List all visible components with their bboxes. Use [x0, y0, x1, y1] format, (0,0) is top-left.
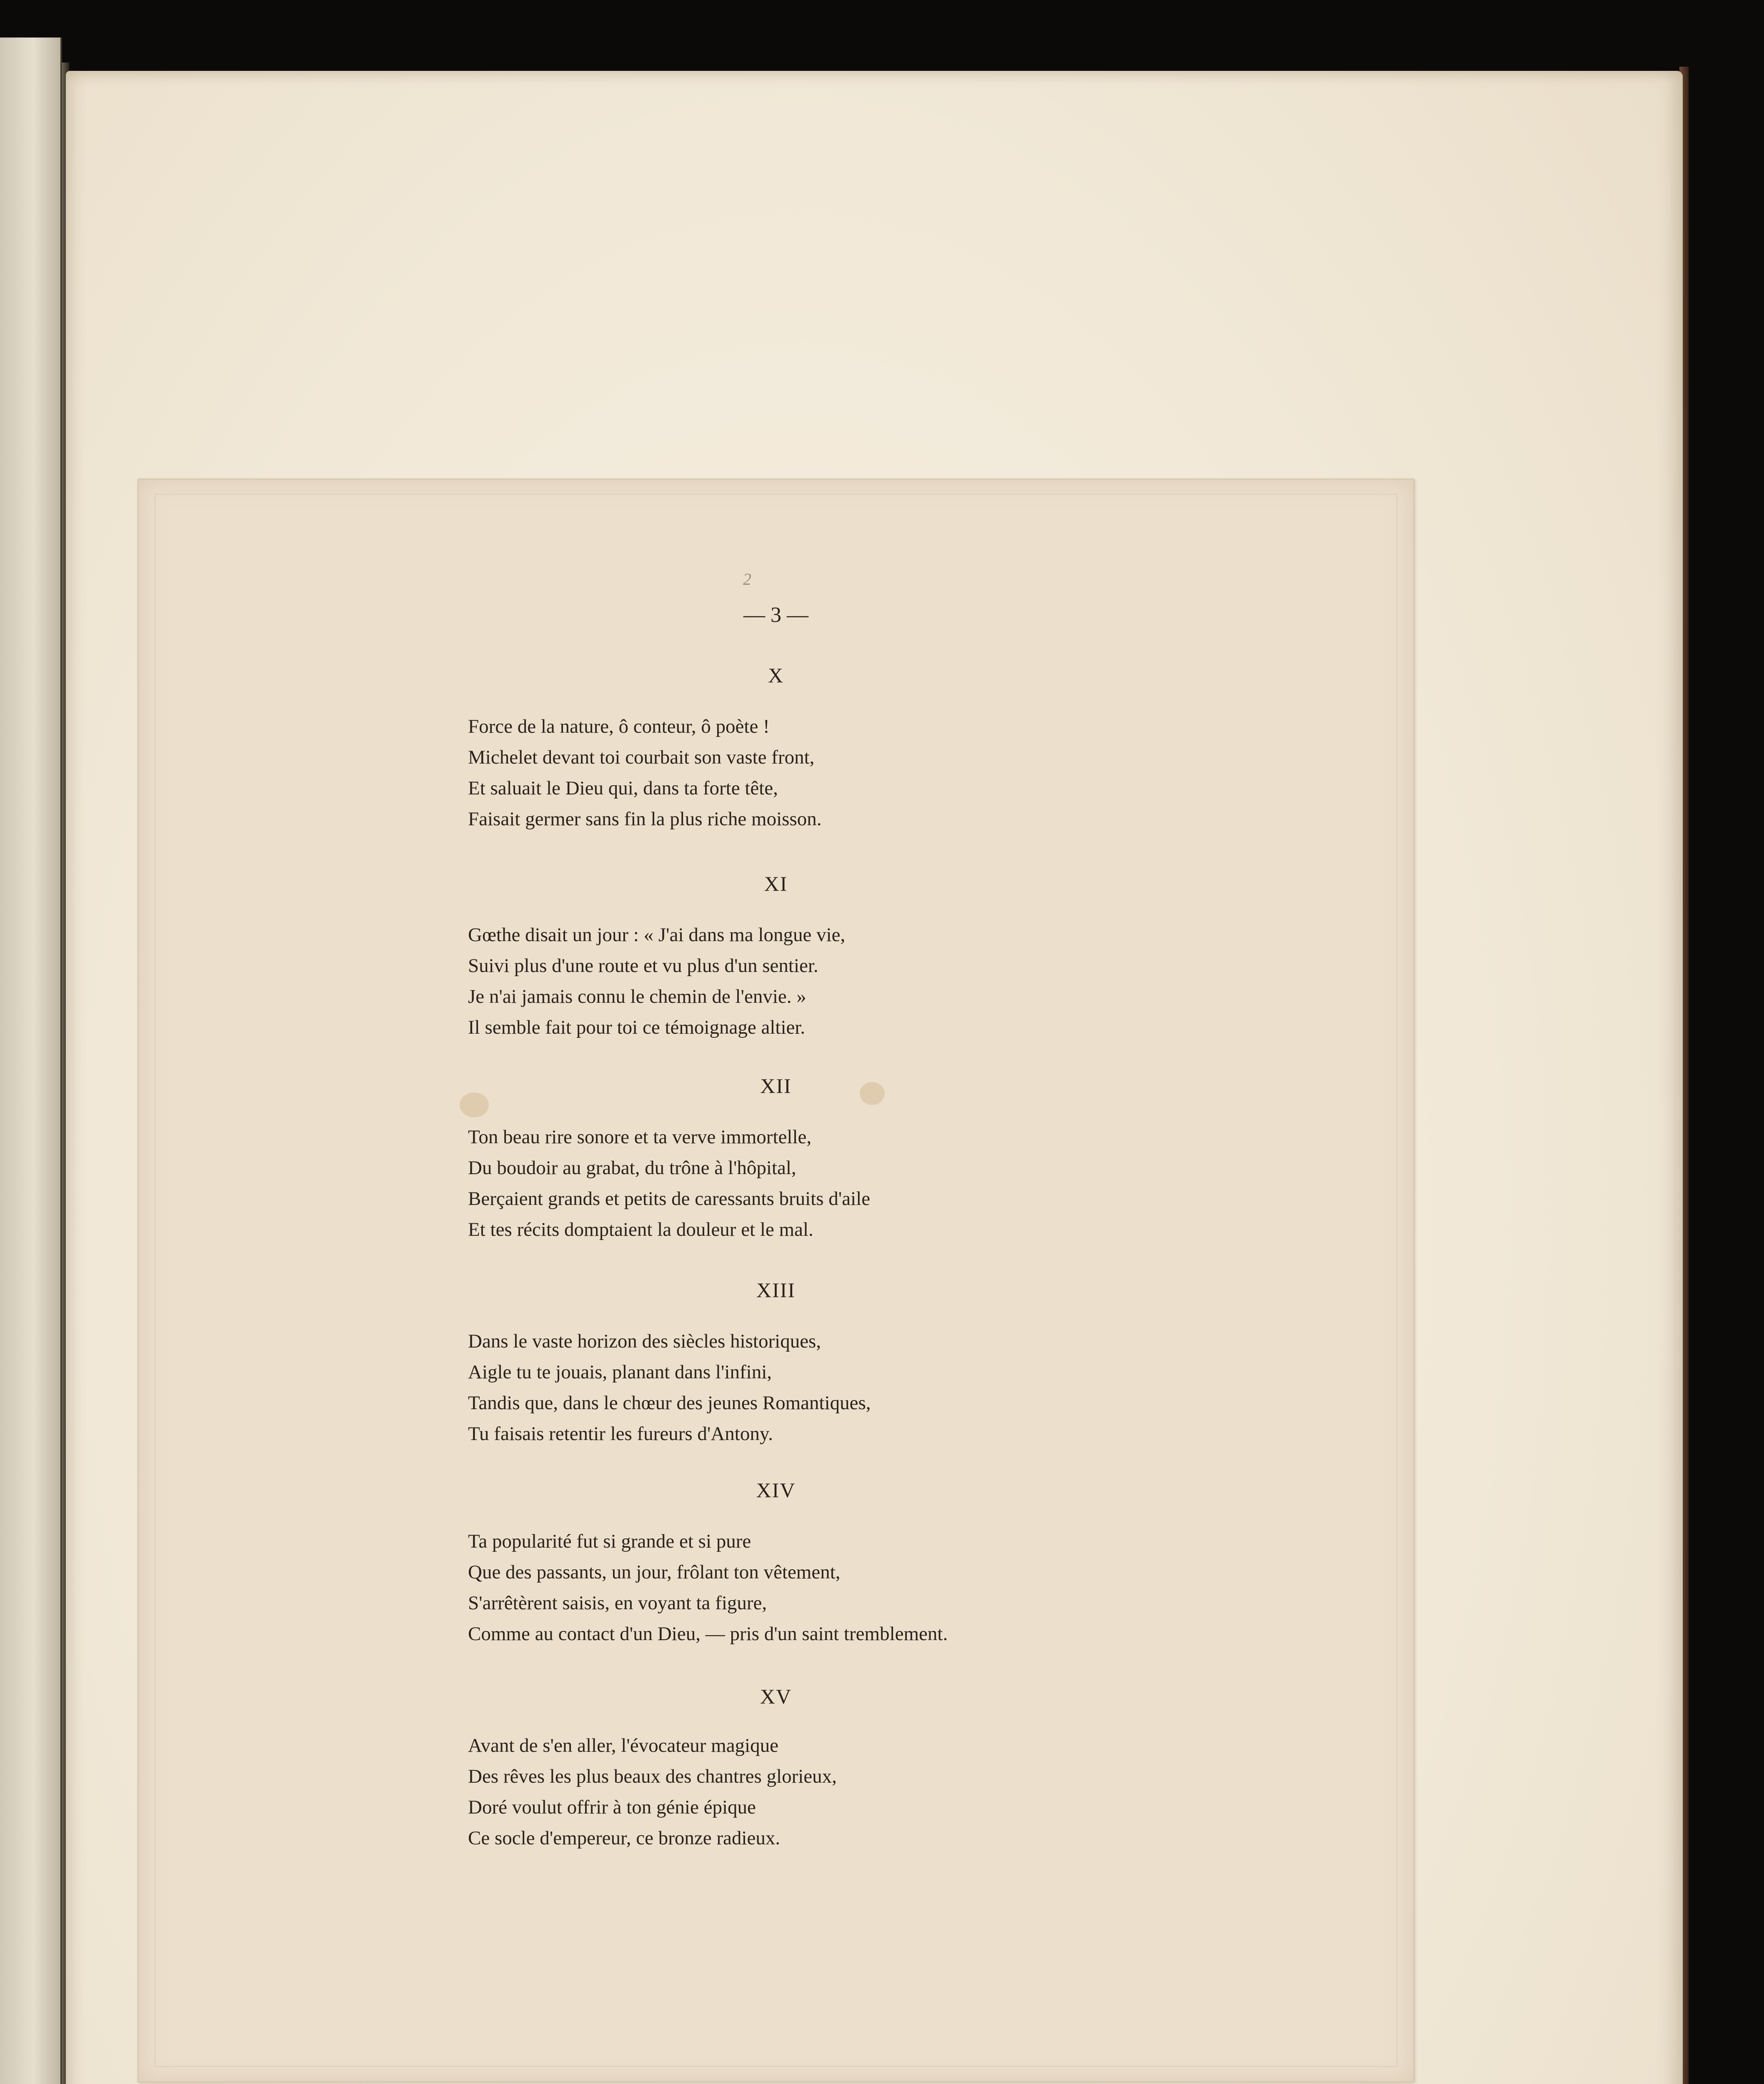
- verse-line: Et saluait le Dieu qui, dans ta forte tête,: [468, 777, 778, 799]
- stanza-number: XV: [760, 1685, 792, 1708]
- stanza-number: XI: [764, 872, 788, 895]
- stanza-number: XIII: [756, 1278, 796, 1302]
- poem: [139, 480, 1413, 2081]
- verse-line: Comme au contact d'un Dieu, — pris d'un saint tremblement.: [468, 1623, 948, 1645]
- stanza-verses: [468, 711, 821, 834]
- verse-line: Doré voulut offrir à ton génie épique: [468, 1796, 756, 1818]
- stanza-verses: [468, 1730, 837, 1854]
- stanza-verses: [468, 1326, 871, 1449]
- verse-line: Ce socle d'empereur, ce bronze radieux.: [468, 1827, 781, 1849]
- verse-line: Des rêves les plus beaux des chantres glorieux,: [468, 1766, 837, 1787]
- verse-line: Que des passants, un jour, frôlant ton vêtement,: [468, 1561, 841, 1583]
- verse-line: Michelet devant toi courbait son vaste front,: [468, 746, 815, 768]
- verse-line: Aigle tu te jouais, planant dans l'infini,: [468, 1361, 772, 1383]
- verse-line: Il semble fait pour toi ce témoignage altier.: [468, 1017, 806, 1038]
- verse-line: Ton beau rire sonore et ta verve immortelle,: [468, 1126, 812, 1148]
- verse-line: Ta popularité fut si grande et si pure: [468, 1530, 751, 1552]
- stanza-verses: [468, 1526, 948, 1649]
- verse-line: Avant de s'en aller, l'évocateur magique: [468, 1735, 778, 1756]
- verse-line: Force de la nature, ô conteur, ô poète !: [468, 716, 770, 737]
- stanza-number: XII: [760, 1074, 792, 1097]
- verse-line: Dans le vaste horizon des siècles historiques,: [468, 1330, 821, 1352]
- pencil-page-mark: 2: [743, 570, 751, 589]
- left-facing-page-edge: [0, 38, 62, 2084]
- stanza-number: X: [768, 664, 784, 687]
- pasted-printed-sheet: [138, 478, 1414, 2082]
- verse-line: Suivi plus d'une route et vu plus d'un sentier.: [468, 955, 818, 977]
- stanza-number: XIV: [756, 1478, 796, 1502]
- verse-line: S'arrêtèrent saisis, en voyant ta figure,: [468, 1592, 767, 1614]
- verse-line: Du boudoir au grabat, du trône à l'hôpital,: [468, 1157, 796, 1179]
- verse-line: Tu faisais retentir les fureurs d'Antony.: [468, 1423, 773, 1445]
- verse-line: Et tes récits domptaient la douleur et le mal.: [468, 1219, 813, 1240]
- stanza-verses: [468, 919, 845, 1043]
- stanza-verses: [468, 1122, 870, 1245]
- verse-line: Faisait germer sans fin la plus riche moisson.: [468, 808, 822, 830]
- verse-line: Je n'ai jamais connu le chemin de l'envie. »: [468, 986, 806, 1007]
- verse-line: Gœthe disait un jour : « J'ai dans ma longue vie,: [468, 924, 846, 946]
- verse-line: Berçaient grands et petits de caressants bruits d'aile: [468, 1188, 871, 1210]
- page-folio: — 3 —: [743, 603, 808, 627]
- verse-line: Tandis que, dans le chœur des jeunes Romantiques,: [468, 1392, 871, 1414]
